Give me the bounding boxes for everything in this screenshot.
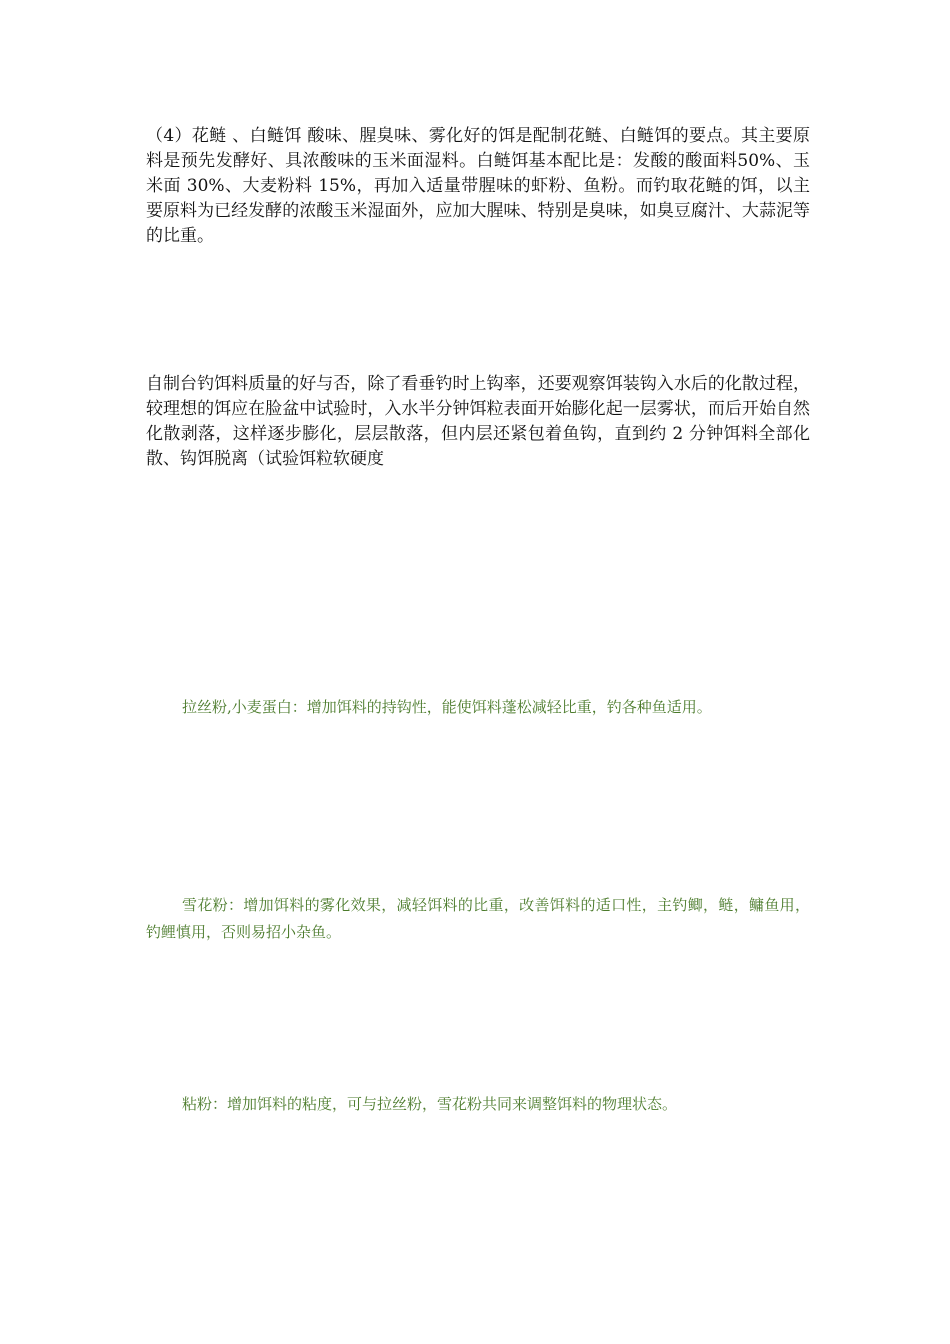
paragraph-lasi-powder: 拉丝粉,小麦蛋白：增加饵料的持钩性，能使饵料蓬松减轻比重，钓各种鱼适用。 [182,698,712,716]
paragraph-silver-carp-bait: （4）花鲢 、白鲢饵 酸味、腥臭味、雾化好的饵是配制花鲢、白鲢饵的要点。其主要原料是预先发酵好、具浓酸味的玉米面湿料。白鲢饵基本配比是：发酸的酸面料50%、玉米面 30%、大麦粉料 15%，再加入适量带腥味的虾粉、鱼粉。而钓取花鲢的饵，以主要原料为已经发酵的浓酸玉米湿面外，应加大腥味、特别是臭味，如臭豆腐汁、大蒜泥等的比重。 [146,126,810,246]
paragraph-nian-powder: 粘粉：增加饵料的粘度，可与拉丝粉，雪花粉共同来调整饵料的物理状态。 [182,1095,678,1113]
paragraph-bait-quality: 自制台钓饵料质量的好与否，除了看垂钓时上钩率，还要观察饵装钩入水后的化散过程，较理想的饵应在脸盆中试验时，入水半分钟饵粒表面开始膨化起一层雾状，而后开始自然化散剥落，这样逐步膨化，层层散落，但内层还紧包着鱼钩，直到约 2 分钟饵料全部化散、钩饵脱离（试验饵粒软硬度 [146,374,810,469]
paragraph-xuehua-powder: 雪花粉：增加饵料的雾化效果，减轻饵料的比重，改善饵料的适口性，主钓鲫，鲢，鳙鱼用，钓鲤慎用，否则易招小杂鱼。 [146,896,810,941]
